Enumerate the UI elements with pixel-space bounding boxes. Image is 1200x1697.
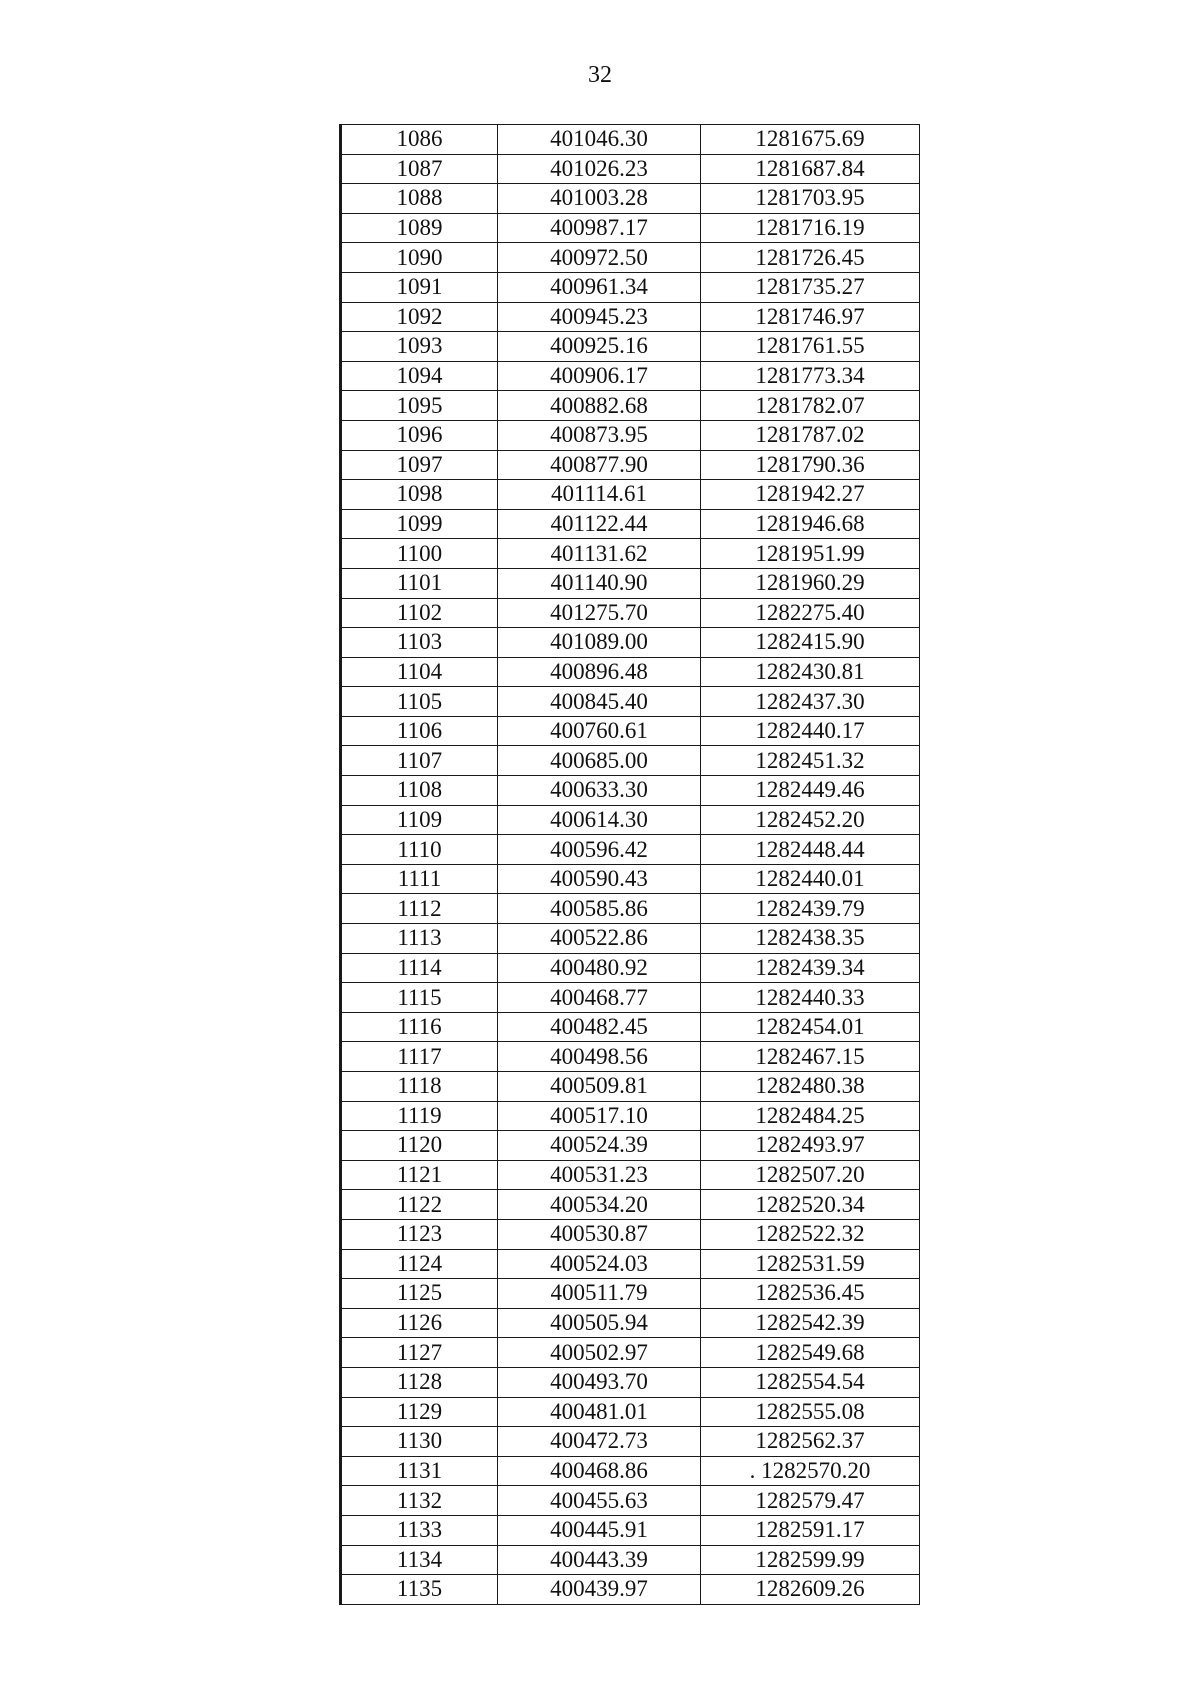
table-row — [341, 628, 920, 658]
y-coordinate-cell: 1281790.36 — [701, 450, 920, 480]
x-coordinate-cell: 400472.73 — [498, 1427, 701, 1457]
y-coordinate-cell: 1281746.97 — [701, 302, 920, 332]
y-coordinate-cell: 1282579.47 — [701, 1486, 920, 1516]
x-coordinate-cell: 400524.03 — [498, 1249, 701, 1279]
y-coordinate-cell: 1281735.27 — [701, 272, 920, 302]
x-coordinate-cell: 400925.16 — [498, 332, 701, 362]
table-row — [341, 805, 920, 835]
point-number-cell: 1133 — [341, 1515, 498, 1545]
x-coordinate-cell: 401122.44 — [498, 509, 701, 539]
y-coordinate-cell: 1282536.45 — [701, 1279, 920, 1309]
table-row — [341, 657, 920, 687]
point-number-cell: 1120 — [341, 1131, 498, 1161]
point-number-cell: 1123 — [341, 1219, 498, 1249]
point-number-cell: 1098 — [341, 480, 498, 510]
table-row — [341, 864, 920, 894]
point-number-cell: 1121 — [341, 1160, 498, 1190]
y-coordinate-cell: 1282599.99 — [701, 1545, 920, 1575]
y-coordinate-cell: 1282520.34 — [701, 1190, 920, 1220]
table-row — [341, 539, 920, 569]
y-coordinate-cell: 1281951.99 — [701, 539, 920, 569]
table-row — [341, 1575, 920, 1605]
y-coordinate-cell: . 1282570.20 — [701, 1456, 920, 1486]
y-coordinate-cell: 1282439.34 — [701, 953, 920, 983]
table-row — [341, 1427, 920, 1457]
x-coordinate-cell: 400511.79 — [498, 1279, 701, 1309]
point-number-cell: 1092 — [341, 302, 498, 332]
y-coordinate-cell: 1282531.59 — [701, 1249, 920, 1279]
table-row — [341, 1072, 920, 1102]
y-coordinate-cell: 1282591.17 — [701, 1515, 920, 1545]
x-coordinate-cell: 400445.91 — [498, 1515, 701, 1545]
y-coordinate-cell: 1282522.32 — [701, 1219, 920, 1249]
y-coordinate-cell: 1282415.90 — [701, 628, 920, 658]
table-row — [341, 983, 920, 1013]
point-number-cell: 1117 — [341, 1042, 498, 1072]
y-coordinate-cell: 1282554.54 — [701, 1367, 920, 1397]
point-number-cell: 1102 — [341, 598, 498, 628]
y-coordinate-cell: 1281942.27 — [701, 480, 920, 510]
table-row — [341, 776, 920, 806]
point-number-cell: 1097 — [341, 450, 498, 480]
y-coordinate-cell: 1282275.40 — [701, 598, 920, 628]
x-coordinate-cell: 400873.95 — [498, 420, 701, 450]
point-number-cell: 1129 — [341, 1397, 498, 1427]
table-row — [341, 1012, 920, 1042]
x-coordinate-cell: 400481.01 — [498, 1397, 701, 1427]
point-number-cell: 1088 — [341, 184, 498, 214]
table-row — [341, 1160, 920, 1190]
x-coordinate-cell: 400468.86 — [498, 1456, 701, 1486]
point-number-cell: 1127 — [341, 1338, 498, 1368]
point-number-cell: 1095 — [341, 391, 498, 421]
x-coordinate-cell: 401131.62 — [498, 539, 701, 569]
point-number-cell: 1113 — [341, 924, 498, 954]
table-row — [341, 746, 920, 776]
table-row — [341, 716, 920, 746]
x-coordinate-cell: 400614.30 — [498, 805, 701, 835]
x-coordinate-cell: 400596.42 — [498, 835, 701, 865]
table-row — [341, 1397, 920, 1427]
table-row — [341, 420, 920, 450]
point-number-cell: 1115 — [341, 983, 498, 1013]
table-row — [341, 568, 920, 598]
point-number-cell: 1130 — [341, 1427, 498, 1457]
x-coordinate-cell: 400480.92 — [498, 953, 701, 983]
table-row — [341, 361, 920, 391]
x-coordinate-cell: 400961.34 — [498, 272, 701, 302]
table-row — [341, 1190, 920, 1220]
y-coordinate-cell: 1282452.20 — [701, 805, 920, 835]
point-number-cell: 1114 — [341, 953, 498, 983]
point-number-cell: 1107 — [341, 746, 498, 776]
table-row — [341, 1279, 920, 1309]
point-number-cell: 1096 — [341, 420, 498, 450]
point-number-cell: 1111 — [341, 864, 498, 894]
point-number-cell: 1100 — [341, 539, 498, 569]
y-coordinate-cell: 1282440.33 — [701, 983, 920, 1013]
table-row — [341, 154, 920, 184]
x-coordinate-cell: 400987.17 — [498, 213, 701, 243]
y-coordinate-cell: 1282451.32 — [701, 746, 920, 776]
x-coordinate-cell: 401114.61 — [498, 480, 701, 510]
page-number: 32 — [588, 62, 612, 88]
x-coordinate-cell: 401046.30 — [498, 125, 701, 155]
y-coordinate-cell: 1282449.46 — [701, 776, 920, 806]
point-number-cell: 1099 — [341, 509, 498, 539]
point-number-cell: 1135 — [341, 1575, 498, 1605]
point-number-cell: 1090 — [341, 243, 498, 273]
point-number-cell: 1125 — [341, 1279, 498, 1309]
y-coordinate-cell: 1282507.20 — [701, 1160, 920, 1190]
y-coordinate-cell: 1281946.68 — [701, 509, 920, 539]
y-coordinate-cell: 1281787.02 — [701, 420, 920, 450]
x-coordinate-cell: 400760.61 — [498, 716, 701, 746]
y-coordinate-cell: 1282562.37 — [701, 1427, 920, 1457]
table-row — [341, 1367, 920, 1397]
y-coordinate-cell: 1282440.01 — [701, 864, 920, 894]
x-coordinate-cell: 400845.40 — [498, 687, 701, 717]
x-coordinate-cell: 400502.97 — [498, 1338, 701, 1368]
y-coordinate-cell: 1282484.25 — [701, 1101, 920, 1131]
x-coordinate-cell: 400972.50 — [498, 243, 701, 273]
x-coordinate-cell: 400530.87 — [498, 1219, 701, 1249]
table-row — [341, 1101, 920, 1131]
x-coordinate-cell: 400482.45 — [498, 1012, 701, 1042]
point-number-cell: 1094 — [341, 361, 498, 391]
y-coordinate-cell: 1282609.26 — [701, 1575, 920, 1605]
y-coordinate-cell: 1281773.34 — [701, 361, 920, 391]
x-coordinate-cell: 400633.30 — [498, 776, 701, 806]
x-coordinate-cell: 400585.86 — [498, 894, 701, 924]
table-row — [341, 480, 920, 510]
point-number-cell: 1124 — [341, 1249, 498, 1279]
x-coordinate-cell: 400517.10 — [498, 1101, 701, 1131]
table-row — [341, 272, 920, 302]
y-coordinate-cell: 1282542.39 — [701, 1308, 920, 1338]
point-number-cell: 1110 — [341, 835, 498, 865]
table-row — [341, 450, 920, 480]
x-coordinate-cell: 400896.48 — [498, 657, 701, 687]
x-coordinate-cell: 400877.90 — [498, 450, 701, 480]
table-row — [341, 953, 920, 983]
y-coordinate-cell: 1281703.95 — [701, 184, 920, 214]
point-number-cell: 1104 — [341, 657, 498, 687]
x-coordinate-cell: 401140.90 — [498, 568, 701, 598]
x-coordinate-cell: 401003.28 — [498, 184, 701, 214]
table-row — [341, 894, 920, 924]
table-row — [341, 1249, 920, 1279]
point-number-cell: 1105 — [341, 687, 498, 717]
table-row — [341, 243, 920, 273]
point-number-cell: 1108 — [341, 776, 498, 806]
table-row — [341, 213, 920, 243]
point-number-cell: 1122 — [341, 1190, 498, 1220]
y-coordinate-cell: 1281675.69 — [701, 125, 920, 155]
table-row — [341, 687, 920, 717]
table-row — [341, 598, 920, 628]
table-row — [341, 1219, 920, 1249]
point-number-cell: 1086 — [341, 125, 498, 155]
y-coordinate-cell: 1281716.19 — [701, 213, 920, 243]
point-number-cell: 1131 — [341, 1456, 498, 1486]
y-coordinate-cell: 1281782.07 — [701, 391, 920, 421]
x-coordinate-cell: 400498.56 — [498, 1042, 701, 1072]
table-row — [341, 1456, 920, 1486]
y-coordinate-cell: 1281761.55 — [701, 332, 920, 362]
x-coordinate-cell: 401275.70 — [498, 598, 701, 628]
x-coordinate-cell: 401089.00 — [498, 628, 701, 658]
coordinates-table — [339, 124, 920, 1605]
x-coordinate-cell: 400882.68 — [498, 391, 701, 421]
point-number-cell: 1126 — [341, 1308, 498, 1338]
table-row — [341, 1486, 920, 1516]
x-coordinate-cell: 400493.70 — [498, 1367, 701, 1397]
point-number-cell: 1087 — [341, 154, 498, 184]
table-row — [341, 125, 920, 155]
point-number-cell: 1134 — [341, 1545, 498, 1575]
x-coordinate-cell: 400439.97 — [498, 1575, 701, 1605]
y-coordinate-cell: 1281726.45 — [701, 243, 920, 273]
y-coordinate-cell: 1282454.01 — [701, 1012, 920, 1042]
x-coordinate-cell: 401026.23 — [498, 154, 701, 184]
y-coordinate-cell: 1282549.68 — [701, 1338, 920, 1368]
point-number-cell: 1128 — [341, 1367, 498, 1397]
x-coordinate-cell: 400522.86 — [498, 924, 701, 954]
table-row — [341, 1545, 920, 1575]
x-coordinate-cell: 400590.43 — [498, 864, 701, 894]
y-coordinate-cell: 1282467.15 — [701, 1042, 920, 1072]
table-row — [341, 509, 920, 539]
y-coordinate-cell: 1281687.84 — [701, 154, 920, 184]
table-row — [341, 924, 920, 954]
x-coordinate-cell: 400524.39 — [498, 1131, 701, 1161]
coordinates-table-body — [341, 125, 920, 1605]
table-row — [341, 391, 920, 421]
point-number-cell: 1109 — [341, 805, 498, 835]
point-number-cell: 1103 — [341, 628, 498, 658]
table-row — [341, 1042, 920, 1072]
x-coordinate-cell: 400505.94 — [498, 1308, 701, 1338]
y-coordinate-cell: 1282440.17 — [701, 716, 920, 746]
x-coordinate-cell: 400468.77 — [498, 983, 701, 1013]
x-coordinate-cell: 400534.20 — [498, 1190, 701, 1220]
y-coordinate-cell: 1282437.30 — [701, 687, 920, 717]
point-number-cell: 1132 — [341, 1486, 498, 1516]
table-row — [341, 1131, 920, 1161]
point-number-cell: 1106 — [341, 716, 498, 746]
table-row — [341, 302, 920, 332]
point-number-cell: 1118 — [341, 1072, 498, 1102]
x-coordinate-cell: 400906.17 — [498, 361, 701, 391]
y-coordinate-cell: 1282480.38 — [701, 1072, 920, 1102]
x-coordinate-cell: 400509.81 — [498, 1072, 701, 1102]
point-number-cell: 1101 — [341, 568, 498, 598]
point-number-cell: 1091 — [341, 272, 498, 302]
table-row — [341, 1515, 920, 1545]
point-number-cell: 1116 — [341, 1012, 498, 1042]
table-row — [341, 1308, 920, 1338]
y-coordinate-cell: 1282430.81 — [701, 657, 920, 687]
x-coordinate-cell: 400685.00 — [498, 746, 701, 776]
y-coordinate-cell: 1282438.35 — [701, 924, 920, 954]
x-coordinate-cell: 400455.63 — [498, 1486, 701, 1516]
point-number-cell: 1119 — [341, 1101, 498, 1131]
y-coordinate-cell: 1282448.44 — [701, 835, 920, 865]
y-coordinate-cell: 1282555.08 — [701, 1397, 920, 1427]
x-coordinate-cell: 400443.39 — [498, 1545, 701, 1575]
y-coordinate-cell: 1282439.79 — [701, 894, 920, 924]
point-number-cell: 1089 — [341, 213, 498, 243]
table-row — [341, 835, 920, 865]
table-row — [341, 1338, 920, 1368]
y-coordinate-cell: 1282493.97 — [701, 1131, 920, 1161]
point-number-cell: 1093 — [341, 332, 498, 362]
x-coordinate-cell: 400945.23 — [498, 302, 701, 332]
point-number-cell: 1112 — [341, 894, 498, 924]
table-row — [341, 184, 920, 214]
y-coordinate-cell: 1281960.29 — [701, 568, 920, 598]
table-row — [341, 332, 920, 362]
x-coordinate-cell: 400531.23 — [498, 1160, 701, 1190]
